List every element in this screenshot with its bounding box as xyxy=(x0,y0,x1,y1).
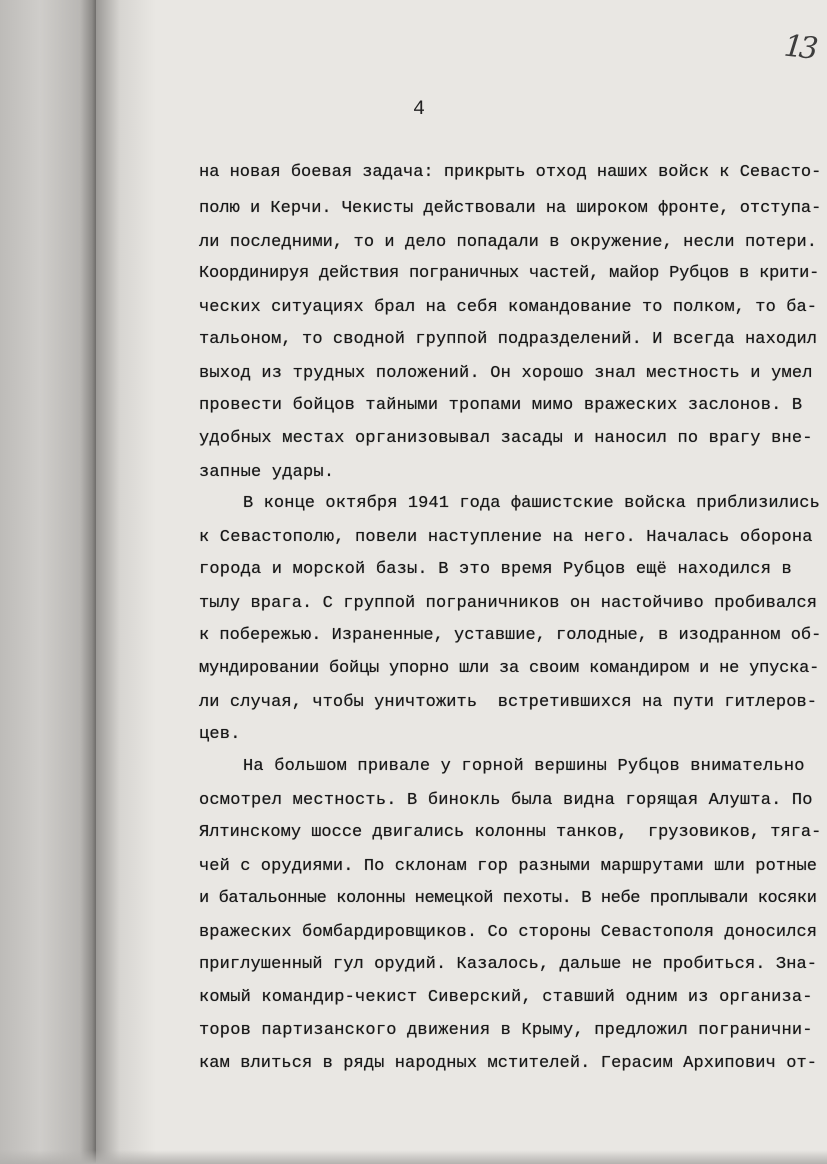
text-line: удобных местах организовывал засады и наносил по врагу вне- xyxy=(199,429,813,448)
page-number: 4 xyxy=(413,98,426,121)
text-line: ли последними, то и дело попадали в окружение, несли потери. xyxy=(199,233,818,252)
handwritten-folio-number: 13 xyxy=(782,28,816,67)
text-line: тылу врага. С группой пограничников он настойчиво пробивался xyxy=(199,594,818,613)
text-line: мундировании бойцы упорно шли за своим командиром и не упуска- xyxy=(199,659,820,678)
text-line: Ялтинскому шоссе двигались колонны танков, грузовиков, тяга- xyxy=(199,823,822,842)
text-line: и батальонные колонны немецкой пехоты. В небе проплывали косяки xyxy=(199,889,817,908)
text-line: В конце октября 1941 года фашистские войска приблизились xyxy=(243,494,820,513)
text-line: тальоном, то сводной группой подразделений. И всегда находил xyxy=(199,330,818,349)
text-line: комый командир-чекист Сиверский, ставший одним из организа- xyxy=(199,988,813,1007)
text-line: торов партизанского движения в Крыму, предложил погранични- xyxy=(199,1021,813,1040)
text-line: ли случая, чтобы уничтожить встретившихся на пути гитлеров- xyxy=(199,693,818,712)
text-line: на новая боевая задача: прикрыть отход наших войск к Севасто- xyxy=(199,163,822,182)
text-line: полю и Керчи. Чекисты действовали на широком фронте, отступа- xyxy=(199,199,822,218)
text-line: выход из трудных положений. Он хорошо знал местность и умел xyxy=(199,364,813,383)
text-line: кам влиться в ряды народных мстителей. Герасим Архипович от- xyxy=(199,1054,818,1073)
text-line: Координируя действия пограничных частей, майор Рубцов в крити- xyxy=(199,264,820,283)
text-line: осмотрел местность. В бинокль была видна горящая Алушта. По xyxy=(199,791,813,810)
text-line: приглушенный гул орудий. Казалось, дальше не пробиться. Зна- xyxy=(199,955,818,974)
text-line: города и морской базы. В это время Рубцов ещё находился в xyxy=(199,560,792,579)
text-line: На большом привале у горной вершины Рубцов внимательно xyxy=(243,757,805,776)
text-line: к побережью. Израненные, уставшие, голодные, в изодранном об- xyxy=(199,626,822,645)
text-line: ческих ситуациях брал на себя командование то полком, то ба- xyxy=(199,298,818,317)
text-line: цев. xyxy=(199,725,241,744)
text-line: запные удары. xyxy=(199,463,335,482)
text-line: чей с орудиями. По склонам гор разными маршрутами шли ротные xyxy=(199,857,818,876)
text-line: вражеских бомбардировщиков. Со стороны Севастополя доносился xyxy=(199,923,818,942)
text-line: к Севастополю, повели наступление на него. Началась оборона xyxy=(199,528,813,547)
text-line: провести бойцов тайными тропами мимо вражеских заслонов. В xyxy=(199,396,803,415)
